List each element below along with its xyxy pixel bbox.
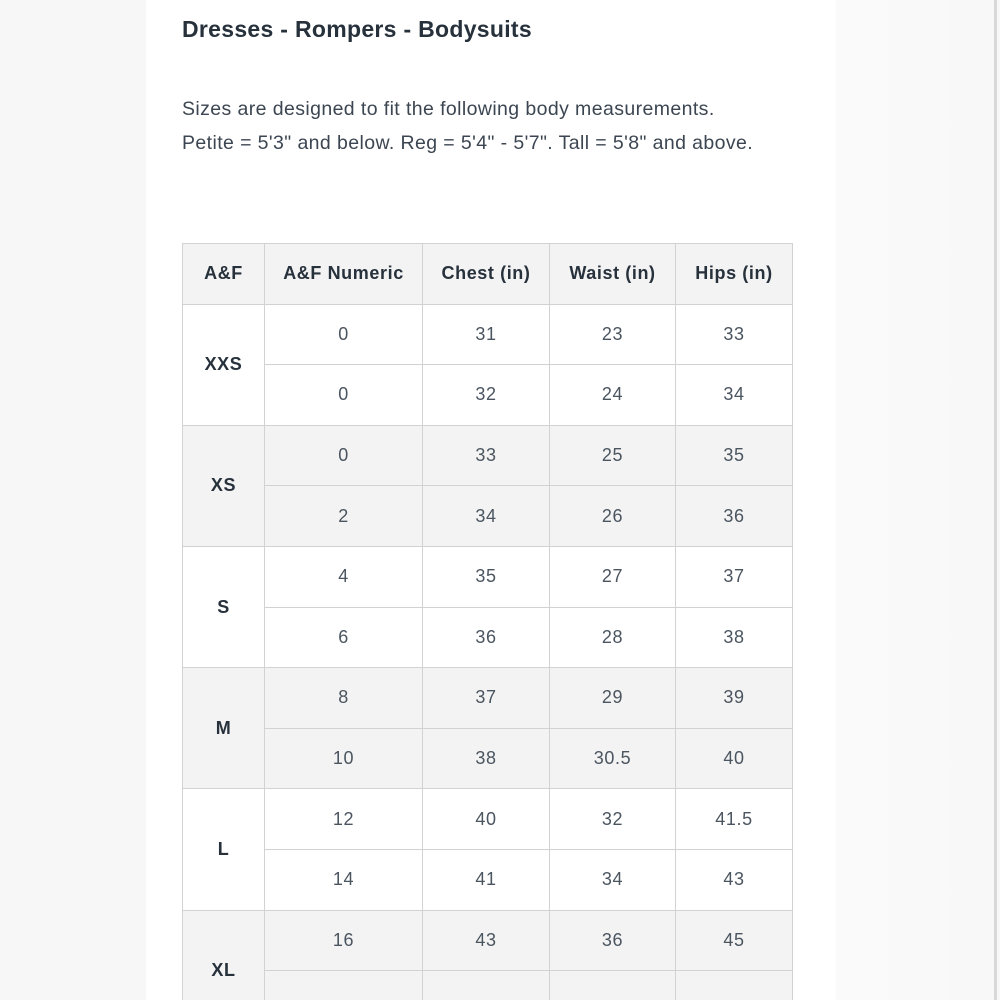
chest-cell: 40: [423, 789, 550, 850]
table-row: [183, 425, 793, 486]
hips-cell: 39: [676, 668, 793, 729]
table-row: [183, 607, 793, 668]
table-row: [183, 789, 793, 850]
chest-cell: [423, 971, 550, 1000]
hips-cell: 45: [676, 910, 793, 971]
table-row: [183, 486, 793, 547]
waist-cell: 27: [550, 546, 676, 607]
hips-cell: 36: [676, 486, 793, 547]
hips-cell: 37: [676, 546, 793, 607]
waist-cell: 26: [550, 486, 676, 547]
header-af: A&F: [183, 244, 265, 305]
numeric-cell: 14: [265, 849, 423, 910]
waist-cell: 34: [550, 849, 676, 910]
chest-cell: 38: [423, 728, 550, 789]
table-row: [183, 849, 793, 910]
chest-cell: 37: [423, 668, 550, 729]
numeric-cell: 0: [265, 304, 423, 365]
table-row: [183, 910, 793, 971]
header-row: [183, 244, 793, 305]
size-label-cell: L: [183, 789, 265, 910]
chest-cell: 35: [423, 546, 550, 607]
header-hips: Hips (in): [676, 244, 793, 305]
size-chart-body: [183, 304, 793, 1000]
size-guide-panel: [146, 0, 836, 1000]
size-label-cell: M: [183, 668, 265, 789]
hips-cell: 38: [676, 607, 793, 668]
numeric-cell: 0: [265, 365, 423, 426]
page-title: Dresses - Rompers - Bodysuits: [182, 16, 532, 42]
numeric-cell: 0: [265, 425, 423, 486]
chest-cell: 32: [423, 365, 550, 426]
size-label-cell: XL: [183, 910, 265, 1000]
waist-cell: 29: [550, 668, 676, 729]
chest-cell: 43: [423, 910, 550, 971]
waist-cell: [550, 971, 676, 1000]
size-label-cell: XXS: [183, 304, 265, 425]
numeric-cell: 16: [265, 910, 423, 971]
waist-cell: 30.5: [550, 728, 676, 789]
waist-cell: 24: [550, 365, 676, 426]
hips-cell: 33: [676, 304, 793, 365]
waist-cell: 32: [550, 789, 676, 850]
chest-cell: 36: [423, 607, 550, 668]
numeric-cell: 12: [265, 789, 423, 850]
table-row: [183, 668, 793, 729]
header-af-numeric: A&F Numeric: [265, 244, 423, 305]
table-row: [183, 971, 793, 1000]
hips-cell: [676, 971, 793, 1000]
hips-cell: 34: [676, 365, 793, 426]
hips-cell: 40: [676, 728, 793, 789]
table-row: [183, 546, 793, 607]
hips-cell: 35: [676, 425, 793, 486]
numeric-cell: 6: [265, 607, 423, 668]
size-description: Sizes are designed to fit the following body measurements. Petite = 5'3" and below. Reg = 5'4" - 5'7". Tall = 5'8" and above.: [182, 98, 754, 154]
size-chart-table: [182, 243, 793, 1000]
scrollbar-edge: [994, 0, 997, 1000]
numeric-cell: 4: [265, 546, 423, 607]
numeric-cell: 8: [265, 668, 423, 729]
header-waist: Waist (in): [550, 244, 676, 305]
numeric-cell: [265, 971, 423, 1000]
waist-cell: 36: [550, 910, 676, 971]
hips-cell: 43: [676, 849, 793, 910]
chest-cell: 34: [423, 486, 550, 547]
right-background: [836, 0, 1000, 1000]
numeric-cell: 10: [265, 728, 423, 789]
size-label-cell: XS: [183, 425, 265, 546]
waist-cell: 25: [550, 425, 676, 486]
header-chest: Chest (in): [423, 244, 550, 305]
chest-cell: 33: [423, 425, 550, 486]
chest-cell: 41: [423, 849, 550, 910]
numeric-cell: 2: [265, 486, 423, 547]
table-row: [183, 365, 793, 426]
waist-cell: 23: [550, 304, 676, 365]
hips-cell: 41.5: [676, 789, 793, 850]
table-row: [183, 728, 793, 789]
waist-cell: 28: [550, 607, 676, 668]
size-label-cell: S: [183, 546, 265, 667]
chest-cell: 31: [423, 304, 550, 365]
table-row: [183, 304, 793, 365]
